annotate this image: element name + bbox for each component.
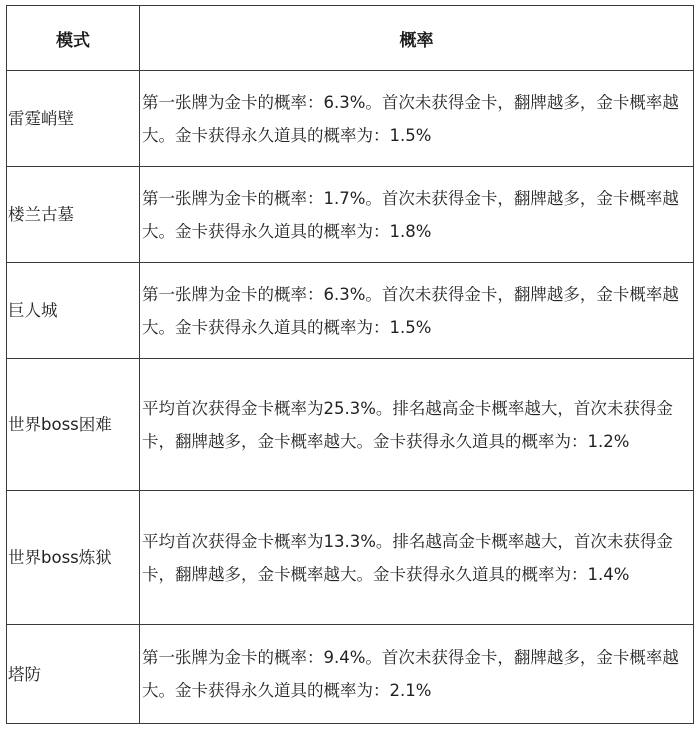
table-row: [7, 359, 694, 491]
header-probability: 概率: [140, 6, 694, 71]
probability-cell: 第一张牌为金卡的概率：9.4%。首次未获得金卡，翻牌越多，金卡概率越大。金卡获得永久道具的概率为：2.1%: [140, 625, 694, 724]
mode-cell: 世界boss炼狱: [7, 491, 140, 625]
mode-cell: 楼兰古墓: [7, 167, 140, 263]
header-mode: 模式: [7, 6, 140, 71]
probability-cell: 第一张牌为金卡的概率：1.7%。首次未获得金卡，翻牌越多，金卡概率越大。金卡获得永久道具的概率为：1.8%: [140, 167, 694, 263]
mode-cell: 雷霆峭壁: [7, 71, 140, 167]
mode-cell: 塔防: [7, 625, 140, 724]
probability-cell: 平均首次获得金卡概率为13.3%。排名越高金卡概率越大，首次未获得金卡，翻牌越多，金卡概率越大。金卡获得永久道具的概率为：1.4%: [140, 491, 694, 625]
probability-cell: 平均首次获得金卡概率为25.3%。排名越高金卡概率越大，首次未获得金卡，翻牌越多，金卡概率越大。金卡获得永久道具的概率为：1.2%: [140, 359, 694, 491]
mode-cell: 巨人城: [7, 263, 140, 359]
table-row: [7, 71, 694, 167]
probability-cell: 第一张牌为金卡的概率：6.3%。首次未获得金卡，翻牌越多，金卡概率越大。金卡获得永久道具的概率为：1.5%: [140, 71, 694, 167]
probability-table: [6, 5, 694, 724]
table-header-row: [7, 6, 694, 71]
table-row: [7, 625, 694, 724]
table-row: [7, 263, 694, 359]
table-row: [7, 167, 694, 263]
table-row: [7, 491, 694, 625]
mode-cell: 世界boss困难: [7, 359, 140, 491]
probability-cell: 第一张牌为金卡的概率：6.3%。首次未获得金卡，翻牌越多，金卡概率越大。金卡获得永久道具的概率为：1.5%: [140, 263, 694, 359]
